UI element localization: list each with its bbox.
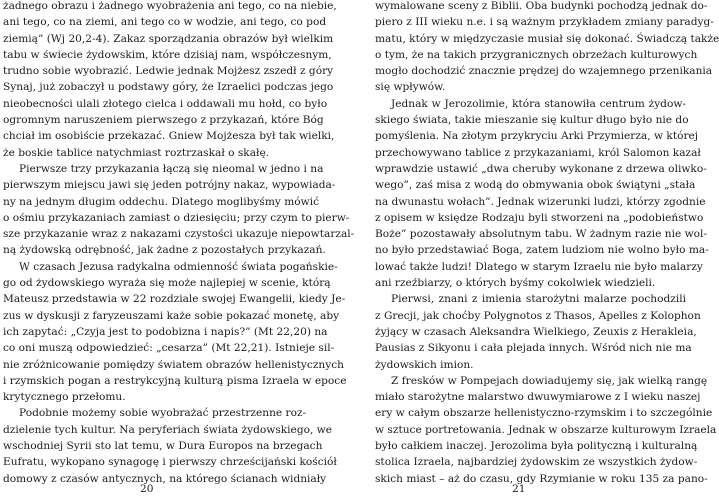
text-line: go od żydowskiego wyraża się może najlepiej w scenie, którą: [3, 277, 331, 290]
text-line: żydowskich imion.: [375, 358, 474, 371]
text-line: Pausias z Sikyonu i cała plejada innych. Wśród nich nie ma: [375, 342, 692, 355]
text-line: ziemią” (Wj 20,2-4). Zakaz sporządzania obrazów był wielkim: [3, 32, 334, 45]
text-line: co oni muszą odpowiedzieć: „cesarza” (Mt 22,21). Istnieje sil-: [3, 342, 335, 355]
text-line: i rzymskich pogan a restrykcyjną kulturą pisma Izraela w epoce: [3, 374, 347, 387]
text-line: było całkiem inaczej. Jerozolima była polityczną i kulturalną: [375, 440, 698, 453]
text-line: ich zapytać: „Czyja jest to podobizna i napis?” (Mt 22,20) na: [3, 325, 328, 338]
text-line: trudno sobie wyobrazić. Ledwie jednak Mojżesz zszedł z góry: [3, 65, 334, 78]
text-line: ną żydowską odrębność, jak żadne z pozostałych przykazań.: [3, 244, 326, 257]
text-line: skiego świata, takie mieszanie się kultur długo było nie do: [375, 114, 689, 127]
text-line: przechowywano tablice z przykazaniami, król Salomon kazał: [375, 146, 701, 159]
text-line: lować także ludzi! Dlatego w starym Izraelu nie było malarzy: [375, 260, 703, 273]
text-line: sze przykazanie wraz z nakazami czystości ukazuje niepowtarzal-: [3, 228, 355, 241]
text-line: ani tego, co na ziemi, ani tego co w wodzie, ani tego, co pod: [3, 16, 327, 29]
text-line: Jednak w Jerozolimie, która stanowiła centrum żydow-: [391, 97, 686, 110]
text-line: Eufratu, wykopano synagogę i pierwszy chrześcijański kościół: [3, 456, 337, 469]
text-line: tabu w świecie żydowskim, które dzisiaj nam, współczesnym,: [3, 48, 332, 61]
text-line: miało starożytne malarstwo dwuwymiarowe z I wieku naszej: [375, 391, 701, 404]
text-line: no było przedstawiać Boga, zatem ludziom nie wolno było ma-: [375, 244, 709, 257]
text-line: Pierwsi, znani z imienia starożytni malarze pochodzili: [391, 293, 686, 306]
page-number-left: 20: [140, 483, 154, 495]
text-line: mogło dochodzić znacznie prędzej do wzajemnego przenikania: [375, 65, 713, 78]
text-line: Podobnie możemy sobie wyobrażać przestrzenne roz-: [19, 407, 307, 420]
text-line: nieobecności ulali złotego cielca i oddawali mu hołd, co było: [3, 97, 328, 110]
text-line: stolica Izraela, najbardziej żydowskim ze wszystkich żydow-: [375, 456, 698, 469]
text-line: ogromnym naruszeniem pierwszego z przykazań, które Bóg: [3, 114, 324, 127]
right-page-text: [375, 0, 719, 487]
text-line: zus w dyskusji z faryzeuszami każe sobie pokazać monetę, aby: [3, 309, 340, 322]
text-line: wego”, zaś misa z wodą do obmywania obok świątyni „stała: [375, 179, 696, 192]
text-line: o ośmiu przykazaniach zamiast o dziesięciu; przy czym to pierw-: [3, 211, 350, 224]
text-line: domowy z czasów antycznych, na którego ścianach widniały: [3, 472, 327, 485]
text-line: skich miast – aż do czasu, gdy Rzymianie w roku 135 za pano-: [375, 472, 708, 485]
text-line: Synaj, już zobaczył u podstawy góry, że Izraelici podczas jego: [3, 81, 334, 94]
text-line: chciał im osobiście przekazać. Gniew Mojżesza był tak wielki,: [3, 130, 335, 143]
text-line: ny na jednym długim oddechu. Dlatego moglibyśmy mówić: [3, 195, 320, 208]
text-line: W czasach Jezusa radykalna odmienność świata pogańskie-: [19, 260, 338, 273]
text-line: Z fresków w Pompejach dowiadujemy się, jak wielką rangę: [391, 374, 708, 387]
text-line: się wpływów.: [375, 81, 446, 94]
text-line: piero z III wieku n.e. i są ważnym przykładem zmiany paradyg-: [375, 16, 714, 29]
text-line: nie zróżnicowanie pomiędzy światem obrazów hellenistycznych: [3, 358, 344, 371]
text-line: krytycznego przełomu.: [3, 391, 126, 404]
text-line: wschodniej Syrii sto lat temu, w Dura Europos na brzegach: [3, 440, 323, 453]
text-line: wprawdzie ustawić „dwa cheruby wykonane z drzewa oliwko-: [375, 162, 707, 175]
text-line: żyjący w czasach Aleksandra Wielkiego, Zeuxis z Herakleia,: [375, 325, 697, 338]
text-line: pomyślenia. Na złotym przykryciu Arki Przymierza, w której: [375, 130, 699, 143]
text-line: ani rzeźbiarzy, o których byśmy cokolwiek wiedzieli.: [375, 277, 656, 290]
text-line: ery w całym obszarze hellenistyczno-rzymskim i to szczególnie: [375, 407, 713, 420]
text-line: matu, który w międzyczasie musiał się dokonać. Świadczą także: [375, 32, 719, 45]
left-page-text: [3, 0, 355, 487]
text-line: wymalowane sceny z Biblii. Oba budynki pochodzą jednak do-: [375, 0, 708, 12]
text-line: że boskie tablice natychmiast roztrzaskał o skałę.: [3, 146, 270, 159]
text-line: na dwunastu wołach”. Jednak wizerunki ludzi, którzy zgodnie: [375, 195, 706, 208]
text-line: o tym, że na takich przygranicznych obrzeżach kulturowych: [375, 48, 698, 61]
text-line: Pierwsze trzy przykazania łączą się nieomal w jedno i na: [19, 162, 324, 175]
text-line: dzielenie tych kultur. Na peryferiach świata żydowskiego, we: [3, 423, 333, 436]
text-line: żadnego obrazu i żadnego wyobrażenia ani tego, co na niebie,: [3, 0, 337, 12]
text-line: z Grecji, jak choćby Polygnotos z Thasos, Apelles z Kolophon: [375, 309, 701, 322]
text-line: pierwszym miejscu jawi się jeden potrójny nakaz, wypowiada-: [3, 179, 336, 192]
text-line: z opisem w księdze Rodzaju byli stworzeni na „podobieństwo: [375, 211, 704, 224]
page-number-right: 21: [512, 483, 526, 495]
text-line: Mateusz przedstawia w 22 rozdziale swojej Ewangelii, kiedy Je-: [3, 293, 346, 306]
text-line: w sztuce portretowania. Jednak w obszarze kulturowym Izraela: [375, 423, 717, 436]
text-line: Boże” pozostawały absolutnym tabu. W żadnym razie nie wol-: [375, 228, 708, 241]
